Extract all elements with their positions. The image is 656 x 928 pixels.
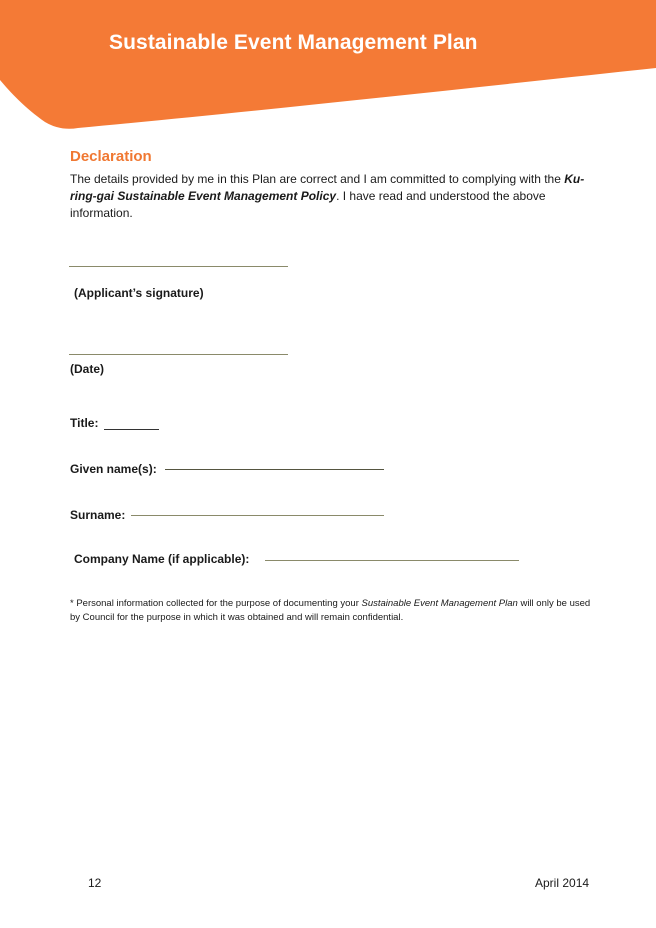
signature-label: (Applicant’s signature) xyxy=(74,286,204,300)
declaration-text xyxy=(70,171,590,222)
date-line[interactable] xyxy=(69,354,288,355)
footnote-part1: * Personal information collected for the purpose of documenting your xyxy=(70,598,362,609)
given-names-field-line[interactable] xyxy=(165,469,384,470)
footer-date: April 2014 xyxy=(535,876,590,890)
declaration-heading: Declaration xyxy=(70,148,152,165)
privacy-footnote xyxy=(70,597,595,625)
footnote-part2: will only be used by Council for the purpose in which it was obtained and will remain confidential. xyxy=(70,598,591,623)
title-field-line[interactable] xyxy=(104,429,159,430)
company-label: Company Name (if applicable): xyxy=(74,552,250,566)
banner-shape xyxy=(0,0,656,140)
surname-field-line[interactable] xyxy=(131,515,384,516)
page-number: 12 xyxy=(88,876,102,890)
footnote-plan-name: Sustainable Event Management Plan xyxy=(361,598,518,609)
title-label: Title: xyxy=(70,416,99,430)
given-names-label: Given name(s): xyxy=(70,462,157,476)
date-label: (Date) xyxy=(70,362,105,376)
page-title: Sustainable Event Management Plan xyxy=(109,31,478,54)
declaration-text-part2: . I have read and understood the above information. xyxy=(70,189,546,220)
header-banner xyxy=(0,0,656,140)
declaration-text-part1: The details provided by me in this Plan are correct and I am committed to complying with the xyxy=(70,172,565,186)
surname-label: Surname: xyxy=(70,508,126,522)
signature-line[interactable] xyxy=(69,266,288,267)
policy-name: Ku-ring-gai Sustainable Event Management Policy xyxy=(70,172,585,203)
company-field-line[interactable] xyxy=(265,560,519,561)
